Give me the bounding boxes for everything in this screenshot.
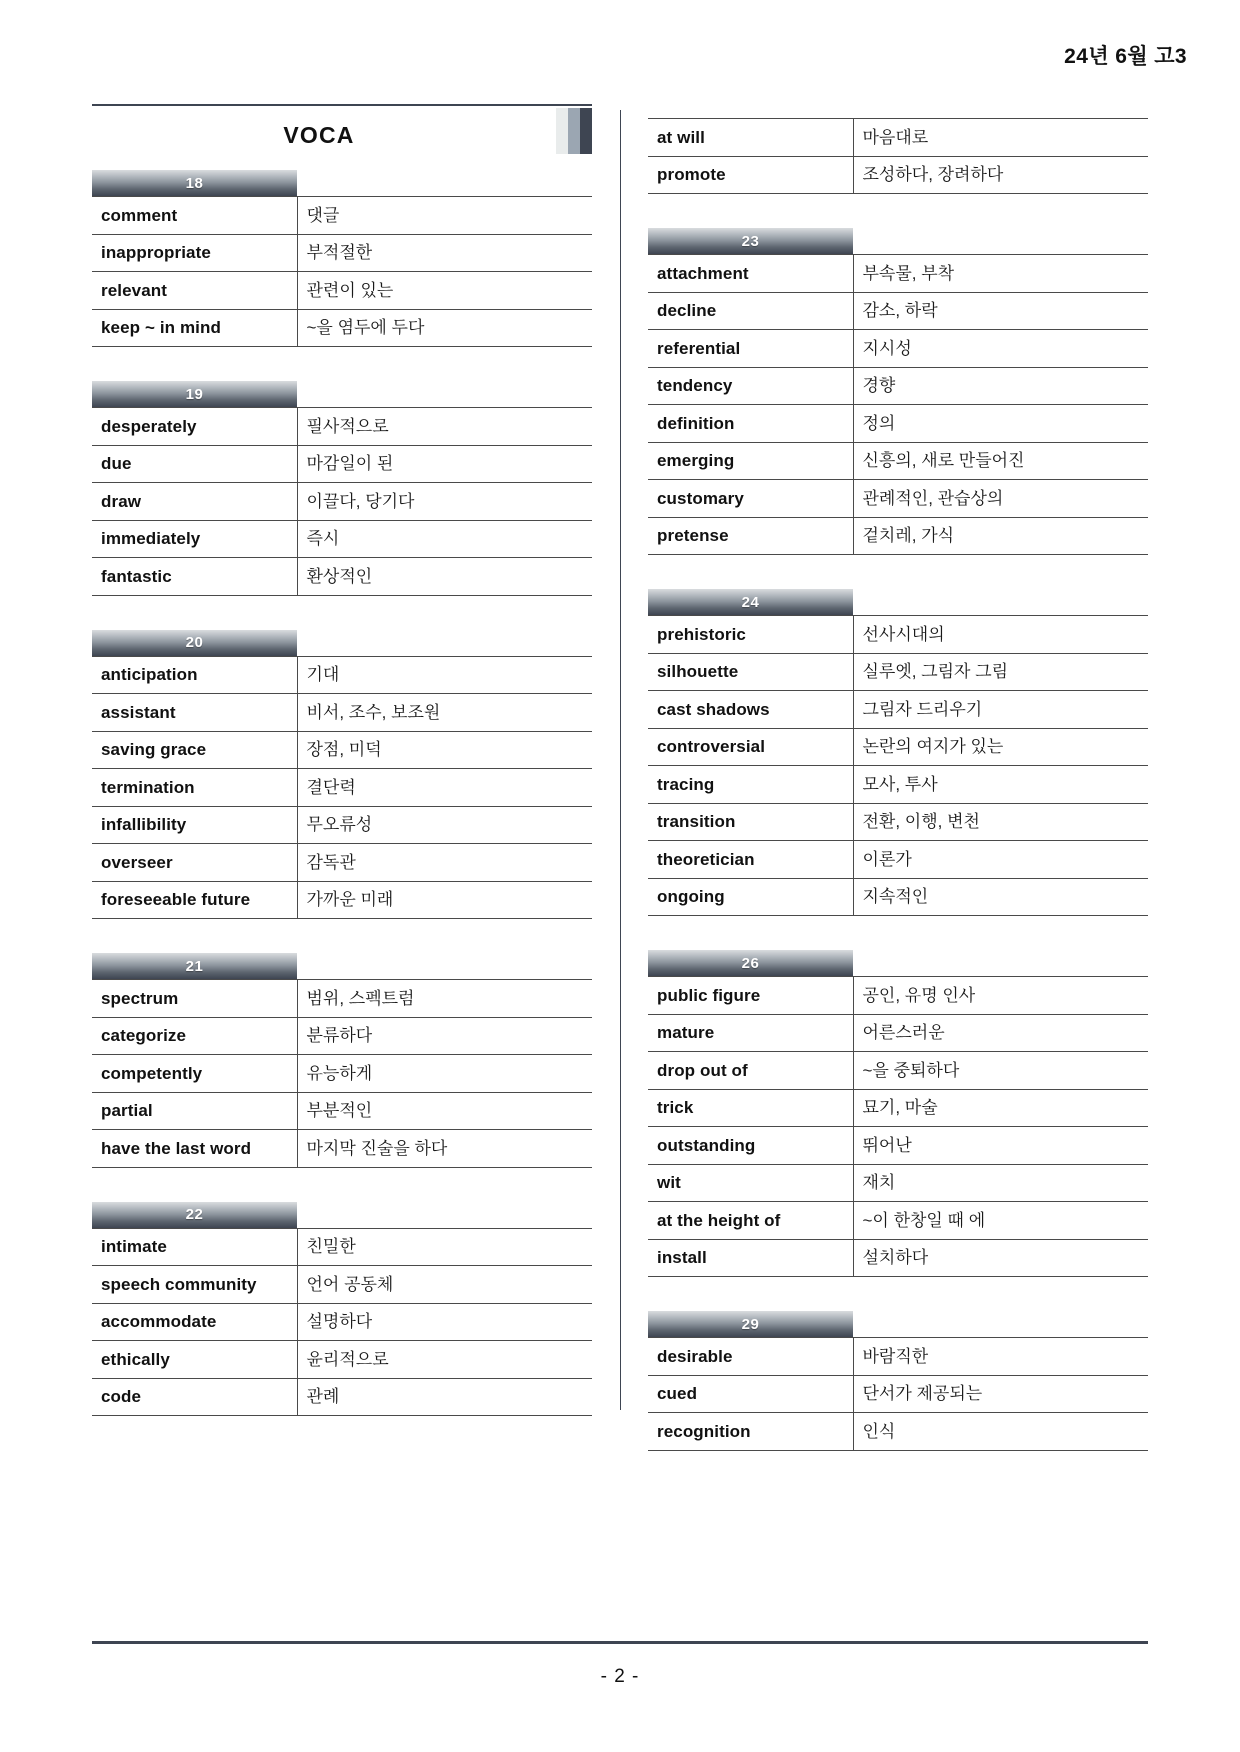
section-number: 19 <box>185 385 204 403</box>
english-word: partial <box>92 1092 297 1130</box>
section-number-badge <box>92 170 297 196</box>
table-row <box>648 977 1148 1015</box>
accent-bar-light <box>556 108 568 154</box>
table-row <box>648 1375 1148 1413</box>
voca-table <box>648 976 1148 1277</box>
voca-title-block <box>92 104 592 170</box>
english-word: due <box>92 445 297 483</box>
korean-meaning: 뛰어난 <box>853 1127 1148 1165</box>
voca-table <box>648 254 1148 555</box>
table-row <box>648 156 1148 194</box>
table-row <box>92 656 592 694</box>
table-row <box>648 803 1148 841</box>
table-row <box>92 881 592 919</box>
page-title: VOCA <box>283 122 355 148</box>
english-word: cued <box>648 1375 853 1413</box>
english-word: customary <box>648 480 853 518</box>
korean-meaning: 감소, 하락 <box>853 292 1148 330</box>
table-row <box>92 558 592 596</box>
english-word: outstanding <box>648 1127 853 1165</box>
english-word: trick <box>648 1089 853 1127</box>
table-row <box>648 1089 1148 1127</box>
korean-meaning: 유능하게 <box>297 1055 592 1093</box>
table-row <box>648 728 1148 766</box>
korean-meaning: 관례적인, 관습상의 <box>853 480 1148 518</box>
korean-meaning: 선사시대의 <box>853 616 1148 654</box>
table-row <box>92 483 592 521</box>
voca-section <box>92 1202 592 1417</box>
table-row <box>648 480 1148 518</box>
table-row <box>92 806 592 844</box>
table-row <box>648 405 1148 443</box>
korean-meaning: 신흥의, 새로 만들어진 <box>853 442 1148 480</box>
korean-meaning: 공인, 유명 인사 <box>853 977 1148 1015</box>
english-word: inappropriate <box>92 234 297 272</box>
korean-meaning: 결단력 <box>297 769 592 807</box>
english-word: pretense <box>648 517 853 555</box>
section-number-badge <box>92 953 297 979</box>
english-word: termination <box>92 769 297 807</box>
table-row <box>92 1341 592 1379</box>
voca-table <box>648 118 1148 194</box>
english-word: foreseeable future <box>92 881 297 919</box>
korean-meaning: 언어 공동체 <box>297 1266 592 1304</box>
korean-meaning: 부분적인 <box>297 1092 592 1130</box>
table-row <box>648 766 1148 804</box>
english-word: anticipation <box>92 656 297 694</box>
english-word: attachment <box>648 255 853 293</box>
korean-meaning: 장점, 미덕 <box>297 731 592 769</box>
english-word: categorize <box>92 1017 297 1055</box>
english-word: decline <box>648 292 853 330</box>
table-row <box>648 1338 1148 1376</box>
table-row <box>92 309 592 347</box>
korean-meaning: 환상적인 <box>297 558 592 596</box>
korean-meaning: 부속물, 부착 <box>853 255 1148 293</box>
english-word: accommodate <box>92 1303 297 1341</box>
table-row <box>92 408 592 446</box>
voca-table <box>92 979 592 1168</box>
english-word: comment <box>92 197 297 235</box>
english-word: draw <box>92 483 297 521</box>
english-word: emerging <box>648 442 853 480</box>
korean-meaning: 관련이 있는 <box>297 272 592 310</box>
table-row <box>92 1055 592 1093</box>
section-number-badge <box>92 1202 297 1228</box>
table-row <box>648 517 1148 555</box>
english-word: overseer <box>92 844 297 882</box>
korean-meaning: 마음대로 <box>853 119 1148 157</box>
voca-table <box>92 656 592 920</box>
english-word: ethically <box>92 1341 297 1379</box>
english-word: fantastic <box>92 558 297 596</box>
korean-meaning: 이론가 <box>853 841 1148 879</box>
english-word: mature <box>648 1014 853 1052</box>
table-row <box>648 1413 1148 1451</box>
english-word: at the height of <box>648 1202 853 1240</box>
korean-meaning: 경향 <box>853 367 1148 405</box>
korean-meaning: 무오류성 <box>297 806 592 844</box>
table-row <box>92 980 592 1018</box>
korean-meaning: 논란의 여지가 있는 <box>853 728 1148 766</box>
korean-meaning: 재치 <box>853 1164 1148 1202</box>
korean-meaning: 정의 <box>853 405 1148 443</box>
table-row <box>648 1127 1148 1165</box>
korean-meaning: 가까운 미래 <box>297 881 592 919</box>
english-word: ongoing <box>648 878 853 916</box>
english-word: desperately <box>92 408 297 446</box>
english-word: at will <box>648 119 853 157</box>
right-column <box>648 104 1148 1452</box>
english-word: keep ~ in mind <box>92 309 297 347</box>
korean-meaning: 설치하다 <box>853 1239 1148 1277</box>
table-row <box>648 1239 1148 1277</box>
section-number-badge <box>648 228 853 254</box>
column-divider <box>620 110 621 1410</box>
voca-table <box>92 196 592 347</box>
english-word: cast shadows <box>648 691 853 729</box>
english-word: transition <box>648 803 853 841</box>
section-number: 23 <box>741 232 760 250</box>
korean-meaning: 전환, 이행, 변천 <box>853 803 1148 841</box>
voca-section <box>648 1311 1148 1451</box>
korean-meaning: 설명하다 <box>297 1303 592 1341</box>
table-row <box>648 292 1148 330</box>
voca-section <box>92 630 592 920</box>
table-row <box>648 367 1148 405</box>
voca-table <box>92 407 592 596</box>
table-row <box>92 731 592 769</box>
korean-meaning: 마감일이 된 <box>297 445 592 483</box>
table-row <box>92 1130 592 1168</box>
table-row <box>648 691 1148 729</box>
english-word: recognition <box>648 1413 853 1451</box>
table-row <box>92 197 592 235</box>
korean-meaning: 지속적인 <box>853 878 1148 916</box>
left-sections <box>92 170 592 1416</box>
table-row <box>648 653 1148 691</box>
korean-meaning: 기대 <box>297 656 592 694</box>
english-word: theoretician <box>648 841 853 879</box>
voca-section <box>648 950 1148 1277</box>
korean-meaning: ~을 염두에 두다 <box>297 309 592 347</box>
two-column-body <box>92 104 1148 1452</box>
table-row <box>648 330 1148 368</box>
table-row <box>648 119 1148 157</box>
english-word: spectrum <box>92 980 297 1018</box>
right-column-spacer <box>648 104 1148 118</box>
voca-section <box>648 589 1148 916</box>
english-word: intimate <box>92 1228 297 1266</box>
korean-meaning: 친밀한 <box>297 1228 592 1266</box>
korean-meaning: 이끌다, 당기다 <box>297 483 592 521</box>
korean-meaning: 겉치레, 가식 <box>853 517 1148 555</box>
table-row <box>648 1014 1148 1052</box>
korean-meaning: 범위, 스펙트럼 <box>297 980 592 1018</box>
korean-meaning: 부적절한 <box>297 234 592 272</box>
korean-meaning: 지시성 <box>853 330 1148 368</box>
table-row <box>92 769 592 807</box>
table-row <box>648 1164 1148 1202</box>
accent-bars <box>556 108 592 154</box>
page-number: - 2 - <box>600 1666 640 1687</box>
korean-meaning: 비서, 조수, 보조원 <box>297 694 592 732</box>
table-row <box>92 1228 592 1266</box>
english-word: public figure <box>648 977 853 1015</box>
section-number: 24 <box>741 593 760 611</box>
right-sections <box>648 118 1148 1451</box>
korean-meaning: 어른스러운 <box>853 1014 1148 1052</box>
section-number: 29 <box>741 1315 760 1333</box>
exam-label: 24년 6월 고3 <box>1064 45 1187 68</box>
english-word: infallibility <box>92 806 297 844</box>
english-word: desirable <box>648 1338 853 1376</box>
korean-meaning: 관례 <box>297 1378 592 1416</box>
korean-meaning: 마지막 진술을 하다 <box>297 1130 592 1168</box>
section-number: 20 <box>185 634 204 651</box>
table-row <box>92 520 592 558</box>
footer-divider <box>92 1641 1148 1644</box>
korean-meaning: ~이 한창일 때 에 <box>853 1202 1148 1240</box>
voca-section <box>92 381 592 596</box>
section-number: 26 <box>741 954 760 972</box>
table-row <box>648 841 1148 879</box>
section-number-badge <box>92 630 297 656</box>
english-word: referential <box>648 330 853 368</box>
korean-meaning: 인식 <box>853 1413 1148 1451</box>
table-row <box>92 1092 592 1130</box>
korean-meaning: 묘기, 마술 <box>853 1089 1148 1127</box>
accent-bar-dark <box>580 108 592 154</box>
section-number-badge <box>648 1311 853 1337</box>
korean-meaning: ~을 중퇴하다 <box>853 1052 1148 1090</box>
voca-section <box>648 228 1148 555</box>
english-word: tracing <box>648 766 853 804</box>
voca-section <box>92 170 592 347</box>
voca-section <box>92 953 592 1168</box>
english-word: saving grace <box>92 731 297 769</box>
korean-meaning: 실루엣, 그림자 그림 <box>853 653 1148 691</box>
english-word: assistant <box>92 694 297 732</box>
english-word: have the last word <box>92 1130 297 1168</box>
korean-meaning: 윤리적으로 <box>297 1341 592 1379</box>
section-number-badge <box>92 381 297 407</box>
voca-table <box>648 1337 1148 1451</box>
table-row <box>92 445 592 483</box>
table-row <box>92 1378 592 1416</box>
page-footer <box>92 1641 1148 1688</box>
korean-meaning: 분류하다 <box>297 1017 592 1055</box>
korean-meaning: 모사, 투사 <box>853 766 1148 804</box>
english-word: silhouette <box>648 653 853 691</box>
table-row <box>648 1202 1148 1240</box>
section-number: 21 <box>185 957 204 975</box>
section-number: 18 <box>185 174 204 192</box>
english-word: promote <box>648 156 853 194</box>
section-number-badge <box>648 589 853 615</box>
table-row <box>648 442 1148 480</box>
table-row <box>648 1052 1148 1090</box>
korean-meaning: 댓글 <box>297 197 592 235</box>
korean-meaning: 필사적으로 <box>297 408 592 446</box>
table-row <box>92 1303 592 1341</box>
table-row <box>92 1266 592 1304</box>
table-row <box>648 255 1148 293</box>
korean-meaning: 단서가 제공되는 <box>853 1375 1148 1413</box>
section-number: 22 <box>185 1206 204 1223</box>
korean-meaning: 바람직한 <box>853 1338 1148 1376</box>
table-row <box>648 616 1148 654</box>
table-row <box>92 844 592 882</box>
table-row <box>92 694 592 732</box>
english-word: relevant <box>92 272 297 310</box>
korean-meaning: 조성하다, 장려하다 <box>853 156 1148 194</box>
english-word: immediately <box>92 520 297 558</box>
english-word: code <box>92 1378 297 1416</box>
left-column <box>92 104 592 1452</box>
english-word: speech community <box>92 1266 297 1304</box>
korean-meaning: 즉시 <box>297 520 592 558</box>
english-word: definition <box>648 405 853 443</box>
table-row <box>92 1017 592 1055</box>
english-word: competently <box>92 1055 297 1093</box>
accent-bar-mid <box>568 108 580 154</box>
english-word: tendency <box>648 367 853 405</box>
korean-meaning: 감독관 <box>297 844 592 882</box>
english-word: wit <box>648 1164 853 1202</box>
voca-table <box>92 1228 592 1417</box>
table-row <box>648 878 1148 916</box>
english-word: prehistoric <box>648 616 853 654</box>
english-word: controversial <box>648 728 853 766</box>
table-row <box>92 272 592 310</box>
korean-meaning: 그림자 드리우기 <box>853 691 1148 729</box>
section-number-badge <box>648 950 853 976</box>
english-word: install <box>648 1239 853 1277</box>
voca-table <box>648 615 1148 916</box>
column-gap <box>592 104 648 1452</box>
table-row <box>92 234 592 272</box>
english-word: drop out of <box>648 1052 853 1090</box>
voca-section <box>648 118 1148 194</box>
